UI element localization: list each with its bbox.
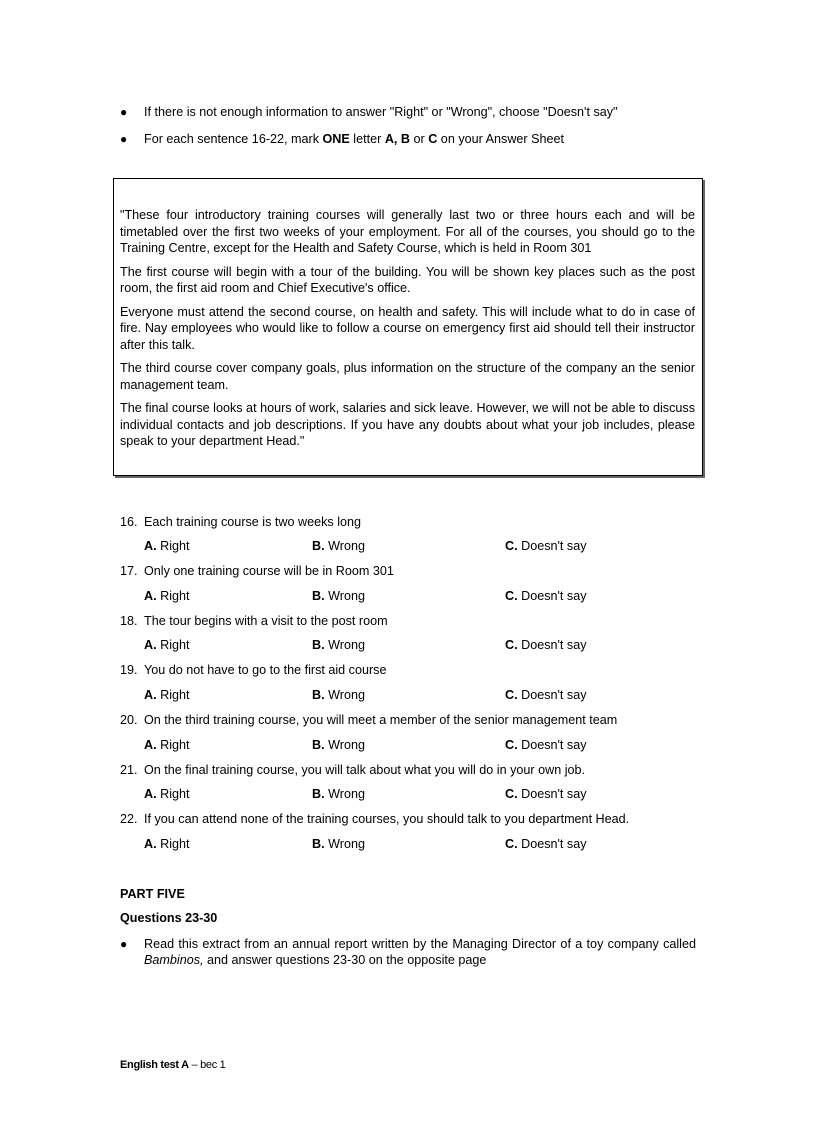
instruction-text: For each sentence 16-22, mark ONE letter A, B or C on your Answer Sheet — [144, 132, 565, 146]
passage-paragraph: The third course cover company goals, plus information on the structure of the company an the senior management team. — [120, 361, 695, 392]
option-c[interactable]: C. Doesn't say — [505, 837, 587, 851]
instruction-text: If there is not enough information to answer "Right" or "Wrong", choose "Doesn't say" — [144, 105, 618, 119]
passage-paragraph: "These four introductory training courses will generally last two or three hours each and will be timetabled over the first two weeks of your employment. For all of the courses, you should go to the Training Centre, except for the Health and Safety Course, which is held in Room 301 — [120, 208, 695, 255]
question-22: 22. If you can attend none of the training courses, you should talk to you department Head. — [120, 812, 630, 826]
passage-paragraph: The final course looks at hours of work, salaries and sick leave. However, we will not be able to discuss individual contacts and job descriptions. If you have any doubts about what your job includes, please speak to your department Head." — [120, 401, 695, 448]
page-footer: English test A – bec 1 — [120, 1059, 226, 1071]
option-c[interactable]: C. Doesn't say — [505, 638, 587, 652]
bullet-icon: ● — [120, 105, 128, 119]
part-five-title: PART FIVE — [120, 887, 185, 901]
option-b[interactable]: B. Wrong — [312, 638, 365, 652]
option-c[interactable]: C. Doesn't say — [505, 589, 587, 603]
option-b[interactable]: B. Wrong — [312, 837, 365, 851]
option-a[interactable]: A. Right — [144, 688, 190, 702]
question-19: 19. You do not have to go to the first aid course — [120, 663, 387, 677]
option-b[interactable]: B. Wrong — [312, 539, 365, 553]
question-21: 21. On the final training course, you will talk about what you will do in your own job. — [120, 763, 586, 777]
bullet-icon: ● — [120, 132, 128, 146]
instruction-text: Read this extract from an annual report written by the Managing Director of a toy company called Bambinos, and answer questions 23-30 on the opposite page — [144, 937, 696, 967]
option-a[interactable]: A. Right — [144, 837, 190, 851]
option-a[interactable]: A. Right — [144, 787, 190, 801]
option-a[interactable]: A. Right — [144, 539, 190, 553]
option-a[interactable]: A. Right — [144, 589, 190, 603]
passage-paragraph: The first course will begin with a tour of the building. You will be shown key places such as the post room, the first aid room and Chief Executive's office. — [120, 264, 695, 295]
option-c[interactable]: C. Doesn't say — [505, 688, 587, 702]
bullet-icon: ● — [120, 937, 128, 951]
option-c[interactable]: C. Doesn't say — [505, 738, 587, 752]
option-c[interactable]: C. Doesn't say — [505, 787, 587, 801]
passage-box — [113, 178, 703, 476]
option-b[interactable]: B. Wrong — [312, 688, 365, 702]
question-20: 20. On the third training course, you will meet a member of the senior management team — [120, 713, 618, 727]
option-b[interactable]: B. Wrong — [312, 589, 365, 603]
question-16: 16. Each training course is two weeks long — [120, 515, 362, 529]
option-c[interactable]: C. Doesn't say — [505, 539, 587, 553]
question-18: 18. The tour begins with a visit to the post room — [120, 614, 388, 628]
passage-paragraph: Everyone must attend the second course, on health and safety. This will include what to do in case of fire. Nay employees who would like to follow a course on emergency first aid should tell their instructor after this talk. — [120, 304, 695, 352]
option-b[interactable]: B. Wrong — [312, 787, 365, 801]
part-five-subtitle: Questions 23-30 — [120, 911, 218, 925]
option-a[interactable]: A. Right — [144, 638, 190, 652]
question-17: 17. Only one training course will be in Room 301 — [120, 564, 394, 578]
option-b[interactable]: B. Wrong — [312, 738, 365, 752]
option-a[interactable]: A. Right — [144, 738, 190, 752]
